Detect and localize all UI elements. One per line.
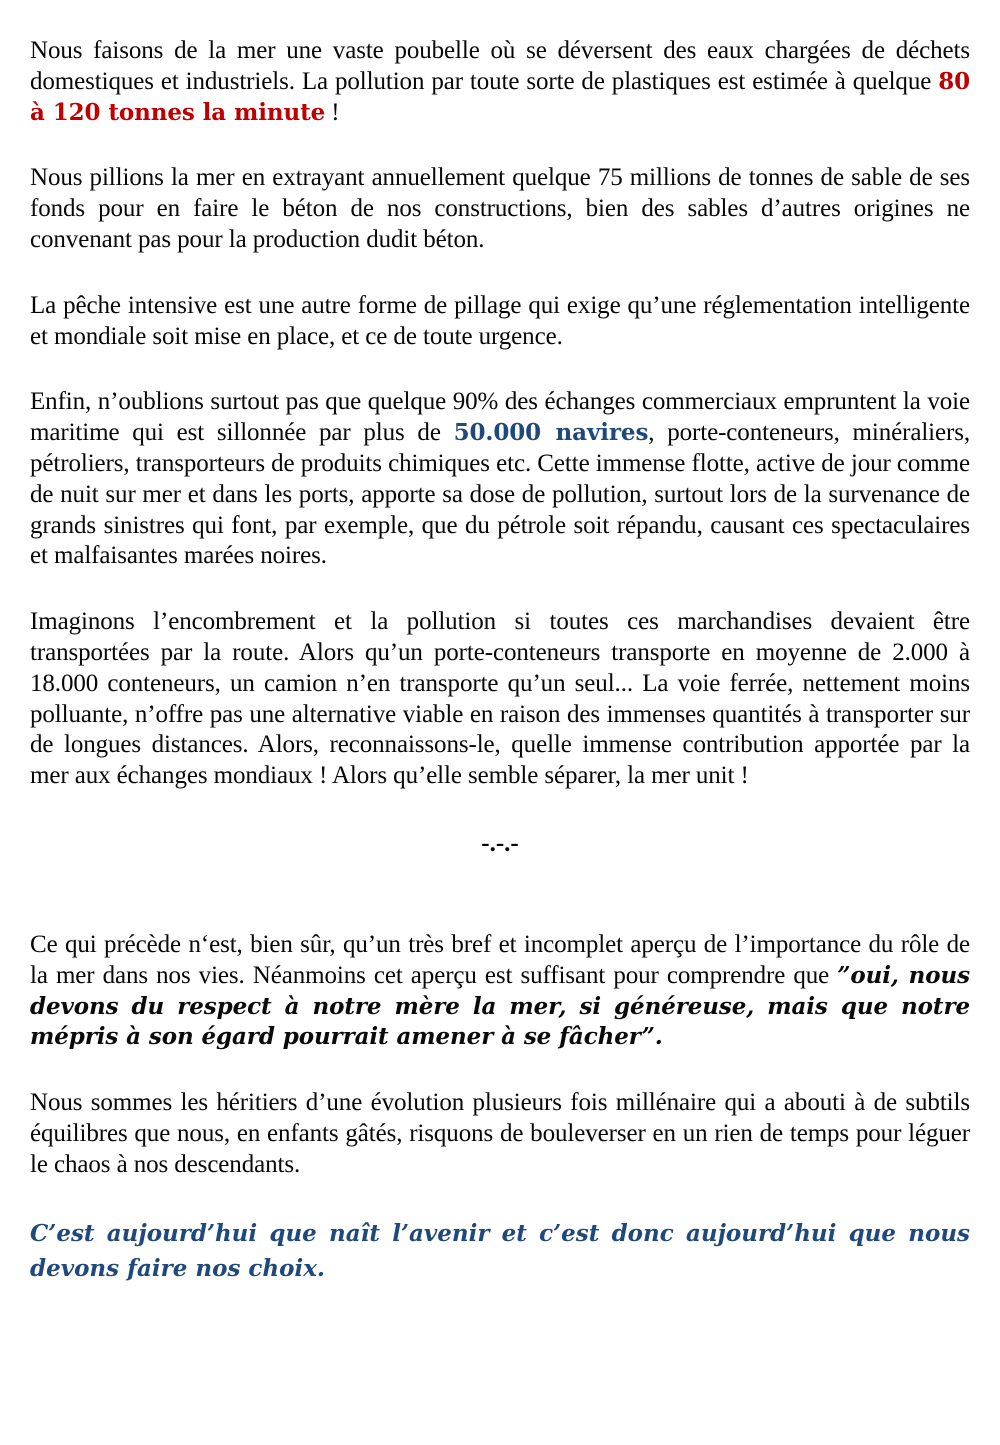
text-run: Nous faisons de la mer une vaste poubelle où se déversent des eaux chargées de déchets domestiques et industriels. La pollution par toute sorte de plastiques est estimée à quelque bbox=[30, 37, 970, 95]
highlight-red-tonnes-la-minute: 80 à 120 tonnes la minute bbox=[30, 67, 970, 126]
paragraph-heritiers-evolution bbox=[30, 1088, 970, 1180]
text-run: Enfin, n’oublions surtout pas que quelque 90% des échanges commerciaux empruntent la voie maritime qui est sillonnée par plus de bbox=[30, 388, 970, 447]
text-run: Imaginons l’encombrement et la pollution si toutes ces marchandises devaient être transportées par la route. Alors qu’un porte-conteneurs transporte en moyenne de 2.000 à 18.000 conteneurs, un camion n’en transporte qu’un seul... La voie ferrée, nettement moins polluante, n’offre pas une alternative viable en raison des immenses quantités à transporter sur de longues distances. Alors, reconnaissons-le, quelle immense contribution apportée par la mer aux échanges mondiaux ! Alors qu’elle semble séparer, la mer unit ! bbox=[30, 608, 970, 790]
text-run: Nous pillions la mer en extrayant annuellement quelque 75 millions de tonnes de sable de ses fonds pour en faire le béton de nos constructions, bien des sables d’autres origines ne convenant pas pour la production dudit béton. bbox=[30, 164, 970, 253]
text-run: Ce qui précède n‘est, bien sûr, qu’un très bref et incomplet aperçu de l’importance du rôle de la mer dans nos vies. Néanmoins cet aperçu est suffisant pour comprendre que bbox=[30, 930, 970, 989]
paragraph-conclusion-blue bbox=[30, 1216, 970, 1286]
highlight-blue-navires: 50.000 navires bbox=[453, 419, 649, 447]
paragraph-pollution-plastiques bbox=[30, 36, 970, 128]
text-run: ! bbox=[325, 98, 340, 126]
paragraph-peche-intensive bbox=[30, 291, 970, 353]
quote-bold-italic: ”oui, nous devons du respect à notre mère la mer, si généreuse, mais que notre mépris à son égard pourrait amener à se fâcher”. bbox=[30, 961, 970, 1051]
paragraph-echanges-commerciaux bbox=[30, 387, 970, 572]
text-run: C’est aujourd’hui que naît l’avenir et c’est donc aujourd’hui que nous devons faire nos choix. bbox=[30, 1219, 970, 1282]
paragraph-apercu-respect-mer bbox=[30, 930, 970, 1053]
paragraph-extraction-sable bbox=[30, 163, 970, 255]
section-separator: -.-.- bbox=[481, 829, 519, 857]
text-run: Nous sommes les héritiers d’une évolution plusieurs fois millénaire qui a abouti à de subtils équilibres que nous, en enfants gâtés, risquons de bouleverser en un rien de temps pour léguer le chaos à nos descendants. bbox=[30, 1089, 970, 1178]
paragraph-transport-marchandises bbox=[30, 607, 970, 792]
text-run: , porte-conteneurs, minéraliers, pétroliers, transporteurs de produits chimiques etc. Cette immense flotte, active de jour comme de nuit sur mer et dans les ports, apporte sa dose de pollution, surtout lors de la survenance de grands sinistres qui font, par exemple, que du pétrole soit répandu, causant ces spectaculaires et malfaisantes marées noires. bbox=[30, 419, 971, 570]
text-run: La pêche intensive est une autre forme de pillage qui exige qu’une réglementation intelligente et mondiale soit mise en place, et ce de toute urgence. bbox=[30, 291, 970, 350]
